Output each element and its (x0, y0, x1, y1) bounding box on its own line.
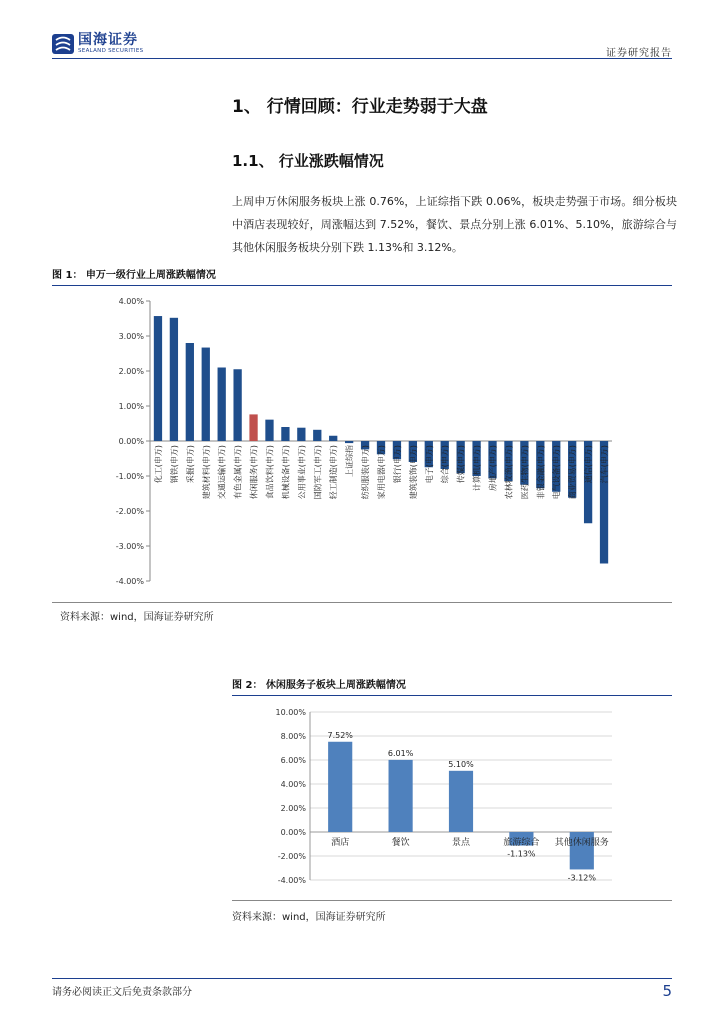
y-tick-label: 2.00% (280, 804, 306, 813)
x-category-label: 采掘(申万) (185, 445, 195, 484)
y-tick-label: 10.00% (275, 708, 306, 717)
y-tick-label: -4.00% (115, 577, 144, 586)
x-category-label: 银行(申万) (392, 445, 402, 484)
x-category-label: 休闲服务(申万) (249, 445, 259, 500)
industry-bar-chart (52, 284, 672, 602)
logo-icon (52, 34, 74, 54)
x-category-label: 酒店 (331, 838, 350, 848)
x-category-label: 传媒(申万) (456, 445, 466, 484)
y-tick-label: 3.00% (118, 332, 144, 341)
y-tick-label: 8.00% (280, 732, 306, 741)
x-category-label: 国防军工(申万) (313, 445, 323, 500)
summary-paragraph: 上周申万休闲服务板块上涨 0.76%，上证综指下跌 0.06%，板块走势强于市场。细分板块中酒店表现较好，周涨幅达到 7.52%，餐饮、景点分别上涨 6.01%、5.10%，旅游综合与其他休闲服务板块分别下跌 1.13%和 3.12%。 (232, 195, 677, 254)
data-bar (186, 343, 194, 441)
data-bar (233, 369, 241, 441)
x-category-label: 景点 (451, 838, 471, 848)
data-bar (249, 414, 257, 441)
data-label: -1.13% (507, 849, 536, 859)
x-category-label: 轻工制造(申万) (329, 445, 339, 500)
y-tick-label: -4.00% (277, 876, 306, 885)
header-divider (52, 58, 672, 59)
y-tick-label: -2.00% (115, 507, 144, 516)
y-tick-label: -3.00% (115, 542, 144, 551)
x-category-label: 通信(申万) (584, 445, 594, 484)
data-label: 7.52% (327, 730, 353, 740)
x-category-label: 商业贸易(申万) (568, 445, 578, 500)
data-bar (328, 742, 352, 832)
x-category-label: 建筑装饰(申万) (408, 445, 418, 500)
data-label: 6.01% (387, 748, 414, 758)
x-category-label: 钢铁(申万) (169, 445, 179, 484)
x-category-label: 综合(申万) (440, 445, 450, 484)
x-category-label: 旅游综合 (503, 838, 540, 848)
data-bar (202, 348, 210, 441)
data-bar (265, 420, 273, 441)
x-category-label: 交通运输(申万) (217, 445, 227, 500)
logo-en-text: SEALAND SECURITIES (78, 48, 144, 54)
x-category-label: 化工(申万) (153, 445, 163, 484)
data-bar (154, 316, 162, 441)
section-heading: 1、 行情回顾：行业走势弱于大盘 (232, 97, 488, 117)
data-bar (281, 427, 289, 441)
y-tick-label: -2.00% (277, 852, 306, 861)
y-tick-label: 6.00% (280, 756, 306, 765)
x-category-label: 食品饮料(申万) (265, 445, 275, 500)
x-category-label: 电气设备(申万) (552, 445, 562, 500)
y-tick-label: 4.00% (280, 780, 306, 789)
y-tick-label: -1.00% (115, 472, 144, 481)
disclaimer-note: 请务必阅读正文后免责条款部分 (52, 987, 192, 998)
figure2-source: 资料来源：wind，国海证券研究所 (232, 912, 386, 923)
x-category-label: 餐饮 (391, 838, 410, 848)
x-category-label: 农林牧渔(申万) (504, 444, 514, 500)
data-bar (218, 368, 226, 442)
x-category-label: 医药生物(申万) (520, 444, 530, 500)
subsection-heading: 1.1、 行业涨跌幅情况 (232, 152, 384, 170)
data-bar (345, 441, 353, 443)
logo-cn-text: 国海证券 (78, 32, 138, 48)
x-category-label: 纺织服装(申万) (361, 445, 371, 500)
x-category-label: 非银金融(申万) (536, 444, 546, 500)
x-category-label: 计算机(申万) (472, 445, 482, 492)
data-bar (329, 436, 337, 441)
figure2-container (232, 694, 672, 901)
y-tick-label: 2.00% (118, 367, 144, 376)
data-bar (170, 318, 178, 441)
data-bar (313, 430, 321, 441)
x-category-label: 上证综指 (345, 445, 355, 477)
data-label: -3.12% (567, 873, 596, 883)
footer-divider (52, 978, 672, 979)
figure1-title: 图 1： 申万一级行业上周涨跌幅情况 (52, 266, 672, 286)
data-bar (449, 771, 473, 832)
x-category-label: 汽车(申万) (600, 445, 610, 484)
y-tick-label: 4.00% (118, 297, 144, 306)
x-category-label: 机械设备(申万) (281, 445, 291, 500)
x-category-label: 其他休闲服务 (554, 838, 609, 848)
figure2-title: 图 2： 休闲服务子板块上周涨跌幅情况 (232, 676, 672, 696)
figure1-source: 资料来源：wind，国海证券研究所 (60, 612, 214, 623)
data-label: 5.10% (448, 759, 474, 769)
x-category-label: 电子(申万) (424, 445, 434, 484)
subsector-bar-chart (232, 694, 672, 900)
y-tick-label: 1.00% (118, 402, 144, 411)
data-bar (297, 428, 305, 441)
company-logo (52, 33, 143, 55)
x-category-label: 公用事业(申万) (297, 445, 307, 500)
report-type-label: 证券研究报告 (606, 48, 672, 59)
x-category-label: 家用电器(申万) (377, 445, 386, 500)
y-tick-label: 0.00% (280, 828, 306, 837)
x-category-label: 有色金属(申万) (233, 445, 243, 500)
y-tick-label: 0.00% (118, 437, 144, 446)
data-bar (389, 760, 413, 832)
x-category-label: 房地产(申万) (488, 445, 498, 492)
x-category-label: 建筑材料(申万) (201, 445, 211, 500)
page-number: 5 (662, 982, 672, 1000)
figure1-container (52, 284, 672, 603)
